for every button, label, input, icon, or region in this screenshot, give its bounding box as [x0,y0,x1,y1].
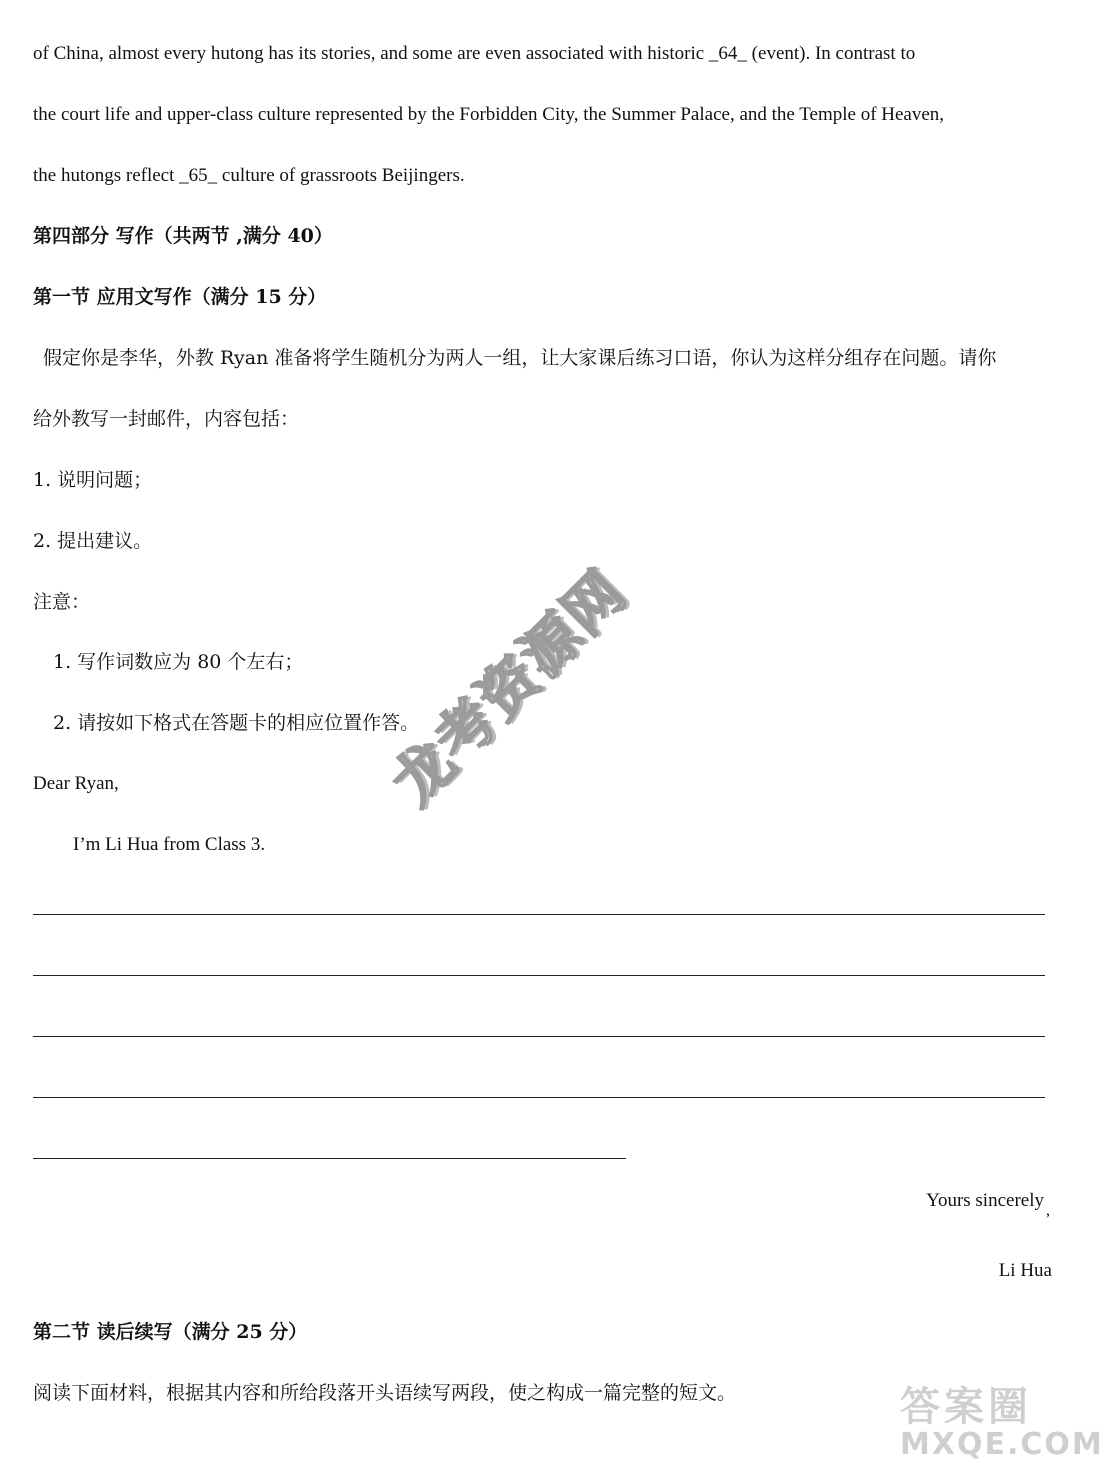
note-item-1: 1. 写作词数应为 80 个左右； [53,651,304,673]
section1-prompt-line-2: 给外教写一封邮件，内容包括： [33,408,300,430]
letter-closing-comma: , [1046,1202,1050,1219]
letter-signature: Li Hua [998,1260,1052,1281]
site-logo [900,1385,1104,1461]
section1-prompt-line-1: 假定你是李华，外教 Ryan 准备将学生随机分为两人一组，让大家课后练习口语，你认为这样分组存在问题。请你 [43,347,997,369]
site-logo-domain: MXQE.COM [900,1427,1104,1462]
passage-line-1: of China, almost every hutong has its stories, and some are even associated with historic _64_ (event). In contrast to [33,43,916,64]
section2-heading: 第二节 读后续写（满分 25 分） [33,1321,308,1343]
passage-line-2: the court life and upper-class culture represented by the Forbidden City, the Summer Palace, and the Temple of Heaven, [33,104,945,125]
writing-line-1 [33,914,1045,915]
content-item-1: 1. 说明问题； [33,469,153,491]
passage-line-3: the hutongs reflect _65_ culture of grassroots Beijingers. [33,165,465,186]
letter-salutation: Dear Ryan, [33,773,119,794]
content-item-2: 2. 提出建议。 [33,530,153,552]
letter-closing: Yours sincerely [926,1190,1044,1211]
note-item-2: 2. 请按如下格式在答题卡的相应位置作答。 [53,712,420,734]
writing-line-4 [33,1097,1045,1098]
writing-line-5 [33,1158,626,1159]
watermark: 龙考资源网 [379,557,640,818]
section1-heading: 第一节 应用文写作（满分 15 分） [33,286,327,308]
letter-opening: I’m Li Hua from Class 3. [73,834,266,855]
writing-line-2 [33,975,1045,976]
notes-label: 注意： [33,591,91,613]
section2-instruction: 阅读下面材料，根据其内容和所给段落开头语续写两段，使之构成一篇完整的短文。 [33,1382,737,1404]
part4-heading: 第四部分 写作（共两节 ,满分 40） [33,225,333,247]
site-logo-name: 答案圈 [900,1384,1032,1430]
writing-line-3 [33,1036,1045,1037]
